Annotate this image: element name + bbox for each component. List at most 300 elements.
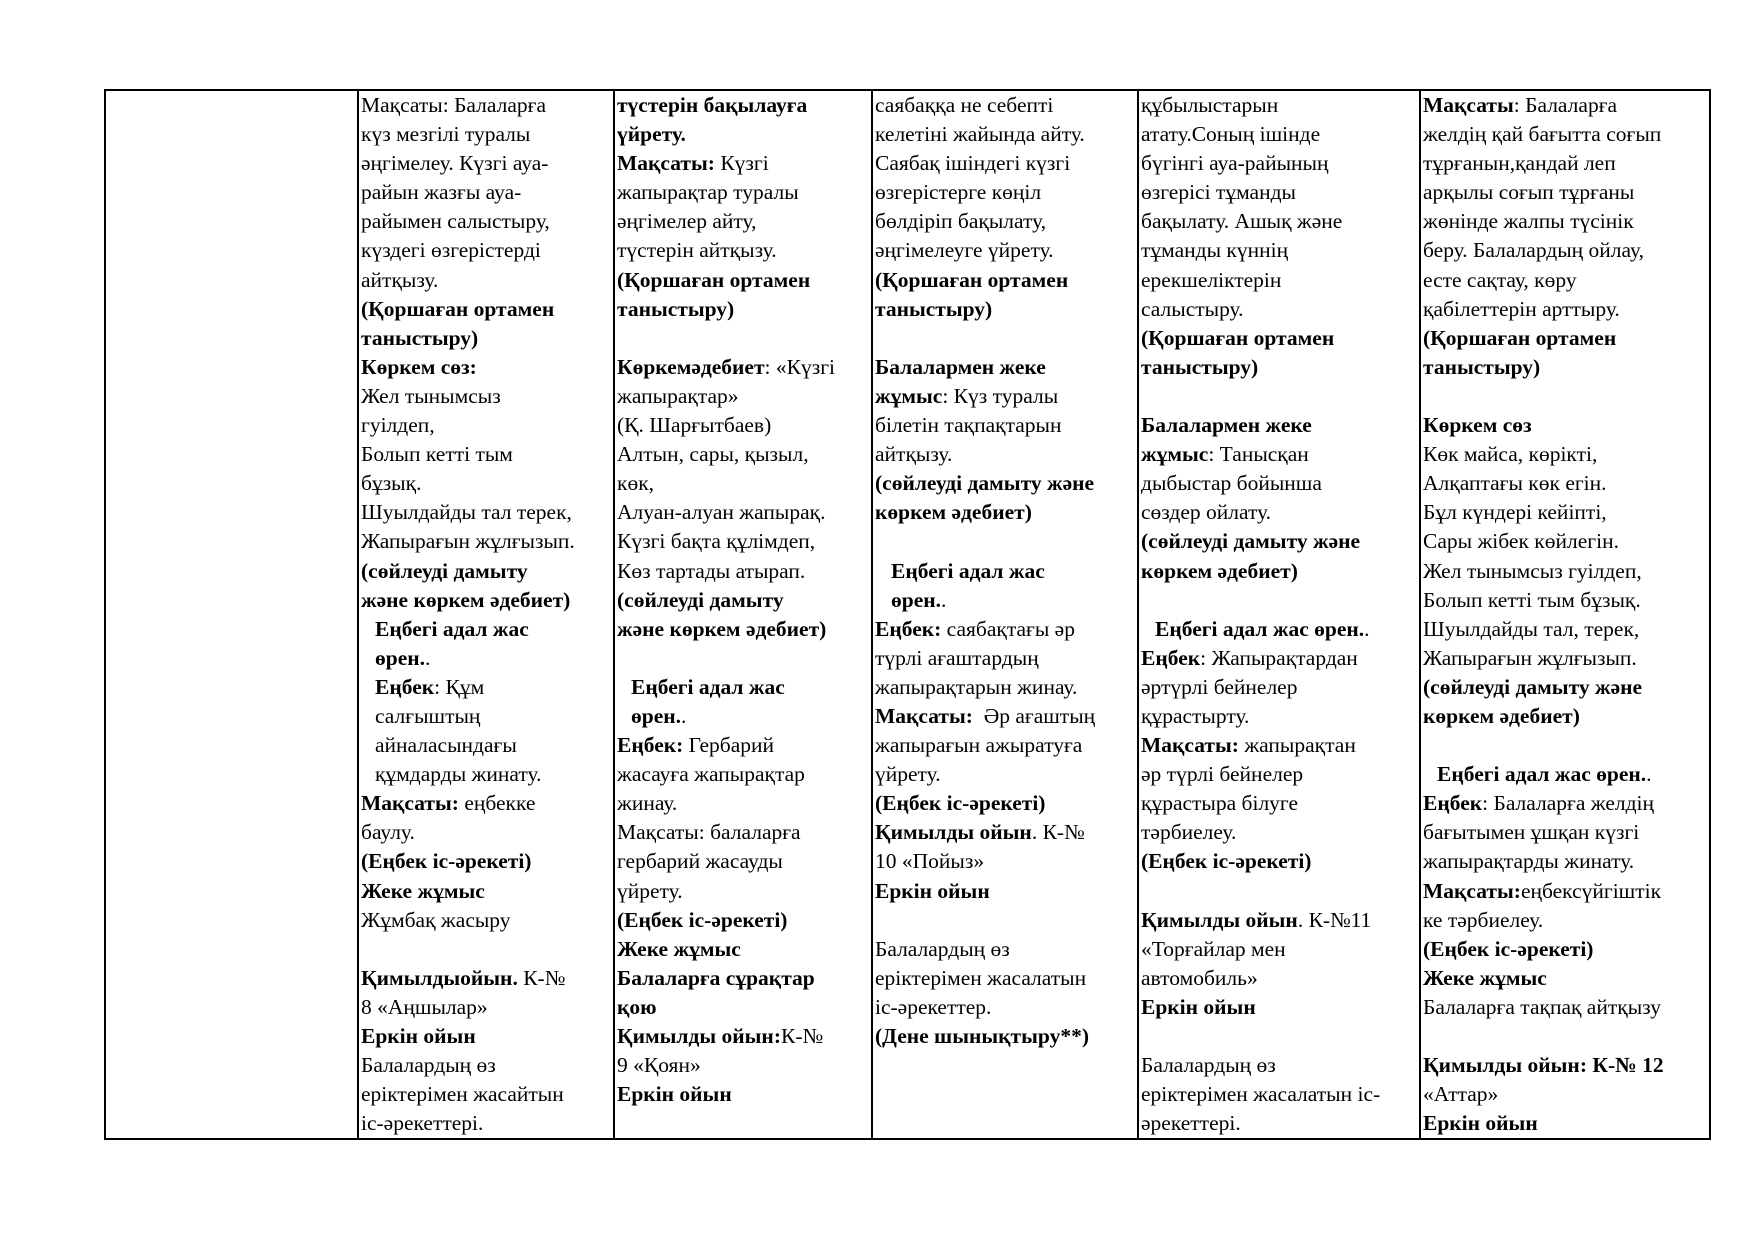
text-run: (Қ. Шарғытбаев) xyxy=(617,413,772,438)
text-line xyxy=(1423,295,1708,324)
text-run: үйрету. xyxy=(875,762,941,787)
text-run: К-№ xyxy=(517,965,566,990)
text-line xyxy=(875,906,1136,935)
text-line xyxy=(1141,935,1418,964)
text-line xyxy=(617,324,870,353)
text-run: Алтын, сары, қызыл, xyxy=(617,442,809,467)
text-run: Мақсаты: Балаларға xyxy=(361,93,547,117)
text-line xyxy=(875,789,1136,818)
text-run: : «Күзгі xyxy=(764,354,836,379)
text-line xyxy=(1423,906,1708,935)
text-run: арқылы соғып тұрғаны xyxy=(1423,180,1635,205)
text-line xyxy=(361,760,612,789)
bold-text: (сөйлеуді дамыту xyxy=(361,558,528,583)
text-line xyxy=(1141,789,1418,818)
text-line xyxy=(1423,557,1708,586)
text-line xyxy=(1141,906,1418,935)
text-line xyxy=(361,557,612,586)
text-run: Балалардың өз xyxy=(361,1053,496,1078)
text-run: : Балаларға желдің xyxy=(1482,791,1655,816)
text-line xyxy=(1141,1080,1418,1109)
text-run: білетін тақпақтарын xyxy=(875,413,1062,438)
text-run: Шуылдайды тал, терек, xyxy=(1423,616,1640,641)
text-run: ерекшеліктерін xyxy=(1141,267,1282,292)
bold-text: таныстыру) xyxy=(617,296,735,321)
text-line xyxy=(875,586,1136,615)
text-line xyxy=(875,411,1136,440)
text-line xyxy=(1141,469,1418,498)
text-run xyxy=(617,326,622,350)
text-line xyxy=(1423,178,1708,207)
text-run: әңгімелер айту, xyxy=(617,209,757,234)
text-run: атату.Соның ішінде xyxy=(1141,122,1321,147)
text-run: дыбыстар бойынша xyxy=(1141,471,1322,496)
text-line xyxy=(1423,149,1708,178)
text-run: салғыштың xyxy=(375,703,481,728)
text-run: түстерін айтқызу. xyxy=(617,238,777,263)
text-run: жапырақтарын жинау. xyxy=(875,674,1078,699)
text-line xyxy=(875,731,1136,760)
bold-text: Балалармен жеке xyxy=(1141,413,1312,438)
text-line xyxy=(875,760,1136,789)
text-line xyxy=(361,993,612,1022)
text-line xyxy=(617,1051,870,1080)
text-line xyxy=(1141,877,1418,906)
text-line xyxy=(361,847,612,876)
bold-text: Балаларға сұрақтар xyxy=(617,965,815,990)
text-run: желдің қай бағытта соғып xyxy=(1423,122,1662,147)
day-1-cell xyxy=(358,90,614,1139)
bold-text: және көркем әдебиет) xyxy=(617,616,827,641)
text-run: «Аттар» xyxy=(1423,1082,1499,1107)
text-line xyxy=(361,120,612,149)
bold-text: өрен. xyxy=(631,703,682,728)
bold-text: Көркемәдебиет xyxy=(617,354,765,379)
text-line xyxy=(1423,702,1708,731)
text-run: . xyxy=(1364,616,1370,641)
text-line xyxy=(1423,615,1708,644)
text-line xyxy=(617,295,870,324)
text-line xyxy=(617,847,870,876)
text-run: Жапырағын жұлғызып. xyxy=(361,529,575,554)
text-run: сөздер ойлату. xyxy=(1141,500,1272,525)
bold-text: (сөйлеуді дамыту және xyxy=(1423,674,1643,699)
text-run: айналасындағы xyxy=(375,733,517,758)
bold-text: таныстыру) xyxy=(875,296,993,321)
text-run: . xyxy=(681,703,687,728)
text-line xyxy=(1423,644,1708,673)
text-run: Күзгі бақта құлімдеп, xyxy=(617,529,816,554)
bold-text: өрен. xyxy=(375,645,426,670)
text-line xyxy=(1423,818,1708,847)
text-line xyxy=(617,149,870,178)
bold-text: Еркін ойын xyxy=(1141,994,1256,1019)
text-run: айтқызу. xyxy=(361,267,439,292)
text-run: Әр ағаштың xyxy=(972,703,1096,728)
text-run: баулу. xyxy=(361,820,415,845)
text-run: К-№ xyxy=(780,1024,823,1048)
text-line xyxy=(361,469,612,498)
text-line xyxy=(617,440,870,469)
text-line xyxy=(617,120,870,149)
text-run: : Жапырақтардан xyxy=(1200,645,1358,670)
bold-text: (Қоршаған ортамен xyxy=(875,267,1069,292)
text-run xyxy=(1141,879,1146,903)
text-run: жасауға жапырақтар xyxy=(617,762,805,787)
bold-text: Еңбегі адал жас xyxy=(375,616,529,641)
text-run: әртүрлі бейнелер xyxy=(1141,674,1298,699)
text-line xyxy=(361,789,612,818)
text-run: әр түрлі бейнелер xyxy=(1141,762,1304,787)
text-run: Сары жібек көйлегін. xyxy=(1423,529,1619,554)
bold-text: Еңбек: xyxy=(875,616,942,641)
text-line xyxy=(1141,440,1418,469)
text-run: гербарий жасауды xyxy=(617,849,783,874)
text-line xyxy=(617,91,870,120)
text-line xyxy=(617,266,870,295)
text-line xyxy=(617,877,870,906)
text-run: 8 «Аңшылар» xyxy=(361,994,488,1019)
bold-text: Жеке жұмыс xyxy=(1423,965,1547,990)
bold-text: Мақсаты: xyxy=(1141,733,1239,758)
text-run: : Құм xyxy=(434,674,485,699)
bold-text: Еңбек: xyxy=(617,733,684,758)
text-line xyxy=(875,91,1136,120)
text-line xyxy=(1423,324,1708,353)
text-run xyxy=(617,646,622,670)
text-run: саябаққа не себепті xyxy=(875,93,1054,117)
text-line xyxy=(875,440,1136,469)
bold-text: (Еңбек іс-әрекеті) xyxy=(617,907,788,932)
text-line xyxy=(1141,702,1418,731)
text-run: есте сақтау, көру xyxy=(1423,267,1577,292)
text-run: салыстыру. xyxy=(1141,296,1244,321)
text-line xyxy=(875,266,1136,295)
text-line xyxy=(1141,149,1418,178)
text-line xyxy=(875,236,1136,265)
day-5-cell xyxy=(1420,90,1710,1139)
day-4-cell xyxy=(1138,90,1420,1139)
text-run: Жұмбақ жасыру xyxy=(361,907,511,932)
text-line xyxy=(875,527,1136,556)
text-run: Жел тынымсыз гуілдеп, xyxy=(1423,558,1642,583)
bold-text: өрен. xyxy=(891,587,942,612)
text-line xyxy=(875,295,1136,324)
text-line xyxy=(617,964,870,993)
text-line xyxy=(1423,440,1708,469)
text-run xyxy=(1423,384,1428,408)
bold-text: және көркем әдебиет) xyxy=(361,587,571,612)
text-run: құмдарды жинату. xyxy=(375,762,542,787)
text-run: еріктерімен жасайтын xyxy=(361,1082,564,1107)
text-line xyxy=(1141,673,1418,702)
text-line xyxy=(1141,615,1418,644)
text-run: жапырақтар туралы xyxy=(617,180,799,205)
text-run: келетіні жайында айту. xyxy=(875,122,1085,147)
text-line xyxy=(617,818,870,847)
text-line xyxy=(875,324,1136,353)
text-line xyxy=(875,353,1136,382)
text-line xyxy=(617,527,870,556)
text-line xyxy=(1423,91,1708,120)
text-line xyxy=(1141,760,1418,789)
text-line xyxy=(875,207,1136,236)
text-line xyxy=(1141,731,1418,760)
text-line xyxy=(361,906,612,935)
text-run: Балаларға тақпақ айтқызу xyxy=(1423,994,1661,1019)
text-run: айтқызу. xyxy=(875,442,953,467)
bold-text: Еңбек xyxy=(1423,791,1483,816)
text-line xyxy=(1141,236,1418,265)
bold-text: көркем әдебиет) xyxy=(875,500,1032,525)
text-run: еңбекке xyxy=(458,791,536,816)
text-run: тұманды күннің xyxy=(1141,238,1289,263)
bold-text: түстерін бақылауға xyxy=(617,93,808,117)
text-line xyxy=(1423,847,1708,876)
text-line xyxy=(875,964,1136,993)
text-line xyxy=(1141,527,1418,556)
text-run: құбылыстарын xyxy=(1141,93,1279,117)
text-line xyxy=(617,1022,870,1051)
text-line xyxy=(1423,498,1708,527)
text-line xyxy=(875,877,1136,906)
text-line xyxy=(361,178,612,207)
text-run xyxy=(361,937,366,961)
text-run: жапырағын ажыратуға xyxy=(875,733,1083,758)
bold-text: Еркін ойын xyxy=(875,878,990,903)
text-line xyxy=(875,673,1136,702)
bold-text: Мақсаты: xyxy=(875,703,973,728)
text-line xyxy=(617,557,870,586)
text-line xyxy=(361,411,612,440)
text-run: . xyxy=(1646,762,1652,787)
bold-text: Қимылды ойын: xyxy=(617,1024,781,1048)
text-run: райымен салыстыру, xyxy=(361,209,550,234)
text-run: бағытымен ұшқан күзгі xyxy=(1423,820,1640,845)
text-line xyxy=(1141,1022,1418,1051)
text-line xyxy=(1423,1109,1708,1138)
bold-text: (Еңбек іс-әрекеті) xyxy=(1141,849,1312,874)
text-run: бүгінгі ауа-райының xyxy=(1141,151,1329,176)
text-run: Мақсаты: балаларға xyxy=(617,820,801,845)
text-line xyxy=(361,731,612,760)
text-line xyxy=(1141,557,1418,586)
text-run: райын жазғы ауа- xyxy=(361,180,522,205)
text-run: құрастыра білуге xyxy=(1141,791,1299,816)
text-run xyxy=(1423,1024,1428,1048)
text-line xyxy=(1141,964,1418,993)
text-run: қабілеттерін арттыру. xyxy=(1423,296,1620,321)
text-run: еріктерімен жасалатын іс- xyxy=(1141,1082,1381,1107)
bold-text: (Қоршаған ортамен xyxy=(1141,325,1335,350)
text-line xyxy=(1423,120,1708,149)
text-run: жинау. xyxy=(617,791,678,816)
bold-text: таныстыру) xyxy=(1423,354,1541,379)
text-line xyxy=(1141,818,1418,847)
text-run: күздегі өзгерістерді xyxy=(361,238,541,263)
text-run: : Балаларға xyxy=(1513,93,1618,117)
text-line xyxy=(361,149,612,178)
text-line xyxy=(875,1022,1136,1051)
text-line xyxy=(617,207,870,236)
bold-text: Мақсаты: xyxy=(1423,878,1521,903)
text-run: әрекеттері. xyxy=(1141,1111,1241,1136)
day-3-cell xyxy=(872,90,1138,1139)
text-line xyxy=(1141,120,1418,149)
text-line xyxy=(361,644,612,673)
bold-text: (Қоршаған ортамен xyxy=(361,296,555,321)
text-run: түрлі ағаштардың xyxy=(875,645,1039,670)
text-run: күз мезгілі туралы xyxy=(361,122,531,147)
text-line xyxy=(1141,498,1418,527)
text-run: жапырақтан xyxy=(1238,733,1356,758)
text-run: Шуылдайды тал терек, xyxy=(361,500,572,525)
text-run xyxy=(1141,384,1146,408)
text-line xyxy=(361,877,612,906)
text-run: Бұл күндері кейіпті, xyxy=(1423,500,1607,525)
bold-text: (Дене шынықтыру**) xyxy=(875,1024,1089,1048)
text-line xyxy=(875,498,1136,527)
text-run: жапырақтар» xyxy=(617,383,739,408)
text-line xyxy=(875,178,1136,207)
text-line xyxy=(1423,877,1708,906)
text-line xyxy=(1141,1109,1418,1138)
daily-plan-table xyxy=(104,89,1711,1140)
text-run: іс-әрекеттері. xyxy=(361,1111,484,1136)
text-line xyxy=(1423,673,1708,702)
text-line xyxy=(1423,964,1708,993)
bold-text: Еркін ойын xyxy=(361,1024,476,1048)
text-run: . К-№11 xyxy=(1297,907,1372,932)
text-run: ке тәрбиелеу. xyxy=(1423,907,1544,932)
text-run: Болып кетті тым бұзық. xyxy=(1423,587,1641,612)
text-line xyxy=(361,1080,612,1109)
text-line xyxy=(617,673,870,702)
text-line xyxy=(617,411,870,440)
text-run: жөнінде жалпы түсінік xyxy=(1423,209,1634,234)
text-line xyxy=(361,702,612,731)
bold-text: жұмыс xyxy=(1141,442,1209,467)
text-line xyxy=(617,906,870,935)
text-line xyxy=(875,702,1136,731)
text-run: тұрғанын,қандай леп xyxy=(1423,151,1616,176)
text-line xyxy=(361,1051,612,1080)
bold-text: таныстыру) xyxy=(1141,354,1259,379)
bold-text: Мақсаты: xyxy=(617,151,715,176)
text-line xyxy=(617,789,870,818)
bold-text: (Еңбек іс-әрекеті) xyxy=(361,849,532,874)
text-line xyxy=(361,295,612,324)
bold-text: Балалармен жеке xyxy=(875,354,1046,379)
text-line xyxy=(875,557,1136,586)
text-line xyxy=(1141,295,1418,324)
text-line xyxy=(361,324,612,353)
text-run: 9 «Қоян» xyxy=(617,1053,701,1078)
text-line xyxy=(361,91,612,120)
text-run: Саябақ ішіндегі күзгі xyxy=(875,151,1071,176)
text-line xyxy=(1141,644,1418,673)
text-line xyxy=(617,702,870,731)
bold-text: (Еңбек іс-әрекеті) xyxy=(1423,936,1594,961)
text-run xyxy=(1141,1024,1146,1048)
text-line xyxy=(617,644,870,673)
text-line xyxy=(1141,586,1418,615)
text-line xyxy=(617,382,870,411)
text-line xyxy=(875,615,1136,644)
text-line xyxy=(1141,847,1418,876)
text-line xyxy=(875,644,1136,673)
bold-text: (Қоршаған ортамен xyxy=(617,267,811,292)
bold-text: Еңбегі адал жас xyxy=(891,558,1045,583)
bold-text: көркем әдебиет) xyxy=(1423,703,1580,728)
text-run xyxy=(1423,733,1428,757)
bold-text: Қимылды ойын xyxy=(1141,907,1298,932)
text-line xyxy=(361,818,612,847)
text-run: әңгімелеу. Күзгі ауа- xyxy=(361,151,549,176)
text-run: өзгерісі тұманды xyxy=(1141,180,1296,205)
text-line xyxy=(1423,935,1708,964)
text-line xyxy=(361,207,612,236)
text-run: . К-№ xyxy=(1031,820,1085,845)
text-line xyxy=(1141,1051,1418,1080)
text-line xyxy=(875,382,1136,411)
text-run: еңбексүйгіштік xyxy=(1520,878,1662,903)
text-run: бақылату. Ашық және xyxy=(1141,209,1343,234)
text-line xyxy=(617,178,870,207)
text-line xyxy=(361,498,612,527)
text-line xyxy=(361,527,612,556)
text-line xyxy=(361,673,612,702)
text-run: Балалардың өз xyxy=(1141,1053,1276,1078)
text-line xyxy=(617,498,870,527)
text-line xyxy=(1423,236,1708,265)
text-run: еріктерімен жасалатын xyxy=(875,965,1087,990)
text-run: құрастырту. xyxy=(1141,703,1250,728)
text-line xyxy=(1423,469,1708,498)
text-line xyxy=(1423,1022,1708,1051)
text-run: бұзық. xyxy=(361,471,422,496)
text-line xyxy=(361,964,612,993)
text-line xyxy=(1423,527,1708,556)
text-run: Гербарий xyxy=(683,733,774,758)
text-line xyxy=(361,353,612,382)
bold-text: Жеке жұмыс xyxy=(361,878,485,903)
text-run xyxy=(875,326,880,350)
text-line xyxy=(361,1022,612,1051)
bold-text: Еңбегі адал жас өрен. xyxy=(1437,762,1647,787)
bold-text: Еңбек xyxy=(375,674,435,699)
text-line xyxy=(875,818,1136,847)
text-run: Алқаптағы көк егін. xyxy=(1423,471,1607,496)
bold-text: (Қоршаған ортамен xyxy=(1423,325,1617,350)
text-run: әңгімелеуге үйрету. xyxy=(875,238,1054,263)
text-run: үйрету. xyxy=(617,878,683,903)
text-line xyxy=(1423,1080,1708,1109)
text-line xyxy=(361,266,612,295)
bold-text: Қимылды ойын: К-№ 12 xyxy=(1423,1053,1664,1078)
bold-text: (сөйлеуді дамыту және xyxy=(875,471,1095,496)
text-run: беру. Балалардың ойлау, xyxy=(1423,238,1644,263)
text-run xyxy=(1141,588,1146,612)
text-run xyxy=(875,908,880,932)
text-run: Жел тынымсыз xyxy=(361,383,501,408)
bold-text: (сөйлеуді дамыту және xyxy=(1141,529,1361,554)
bold-text: Еркін ойын xyxy=(617,1082,732,1107)
text-line xyxy=(1423,760,1708,789)
text-line xyxy=(1141,411,1418,440)
text-run: Күзгі xyxy=(714,151,769,176)
bold-text: үйрету. xyxy=(617,122,686,147)
